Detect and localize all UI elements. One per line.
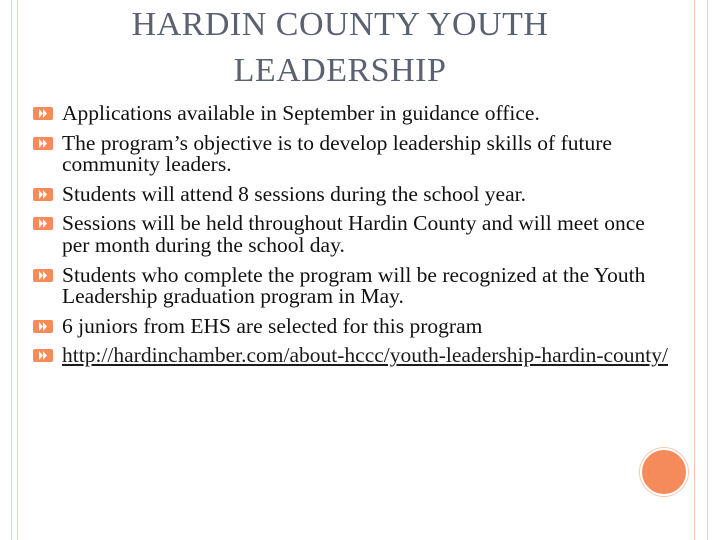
title-line-2: LEADERSHIP <box>233 52 447 89</box>
bullet-text: Students who complete the program will be recognized at the Youth Leadership graduation program in May. <box>62 262 646 309</box>
frame-line-left <box>0 0 12 540</box>
title-line-1: HARDIN COUNTY YOUTH <box>131 6 549 43</box>
bullet-icon <box>32 319 54 334</box>
frame-line-left-inner <box>17 0 18 540</box>
frame-line-right-inner <box>694 0 695 540</box>
bullet-icon <box>32 187 54 202</box>
bullet-icon <box>32 348 54 363</box>
orange-circle-decoration <box>640 448 688 496</box>
bullet-icon <box>32 216 54 231</box>
bullet-item <box>30 345 670 367</box>
bullet-item <box>30 130 670 177</box>
bullet-item <box>30 103 670 125</box>
bullet-item <box>30 262 670 309</box>
bullet-icon <box>32 136 54 151</box>
bullet-item <box>30 181 670 206</box>
bullet-text: Sessions will be held throughout Hardin County and will meet once per month during the school day. <box>62 211 645 257</box>
bullet-item <box>30 213 670 256</box>
bullet-icon <box>32 106 54 121</box>
youth-leadership-link[interactable]: http://hardinchamber.com/about-hccc/youth-leadership-hardin-county/ <box>62 343 668 368</box>
bullet-list <box>30 103 670 375</box>
bullet-text: Students will attend 8 sessions during the school year. <box>62 181 526 206</box>
slide-title <box>40 2 640 94</box>
frame-line-right <box>707 0 720 540</box>
bullet-text: 6 juniors from EHS are selected for this program <box>62 313 483 338</box>
bullet-item <box>30 313 670 338</box>
bullet-text: The program’s objective is to develop leadership skills of future community leaders. <box>62 130 612 177</box>
bullet-text: Applications available in September in guidance office. <box>62 101 540 125</box>
bullet-icon <box>32 268 54 283</box>
